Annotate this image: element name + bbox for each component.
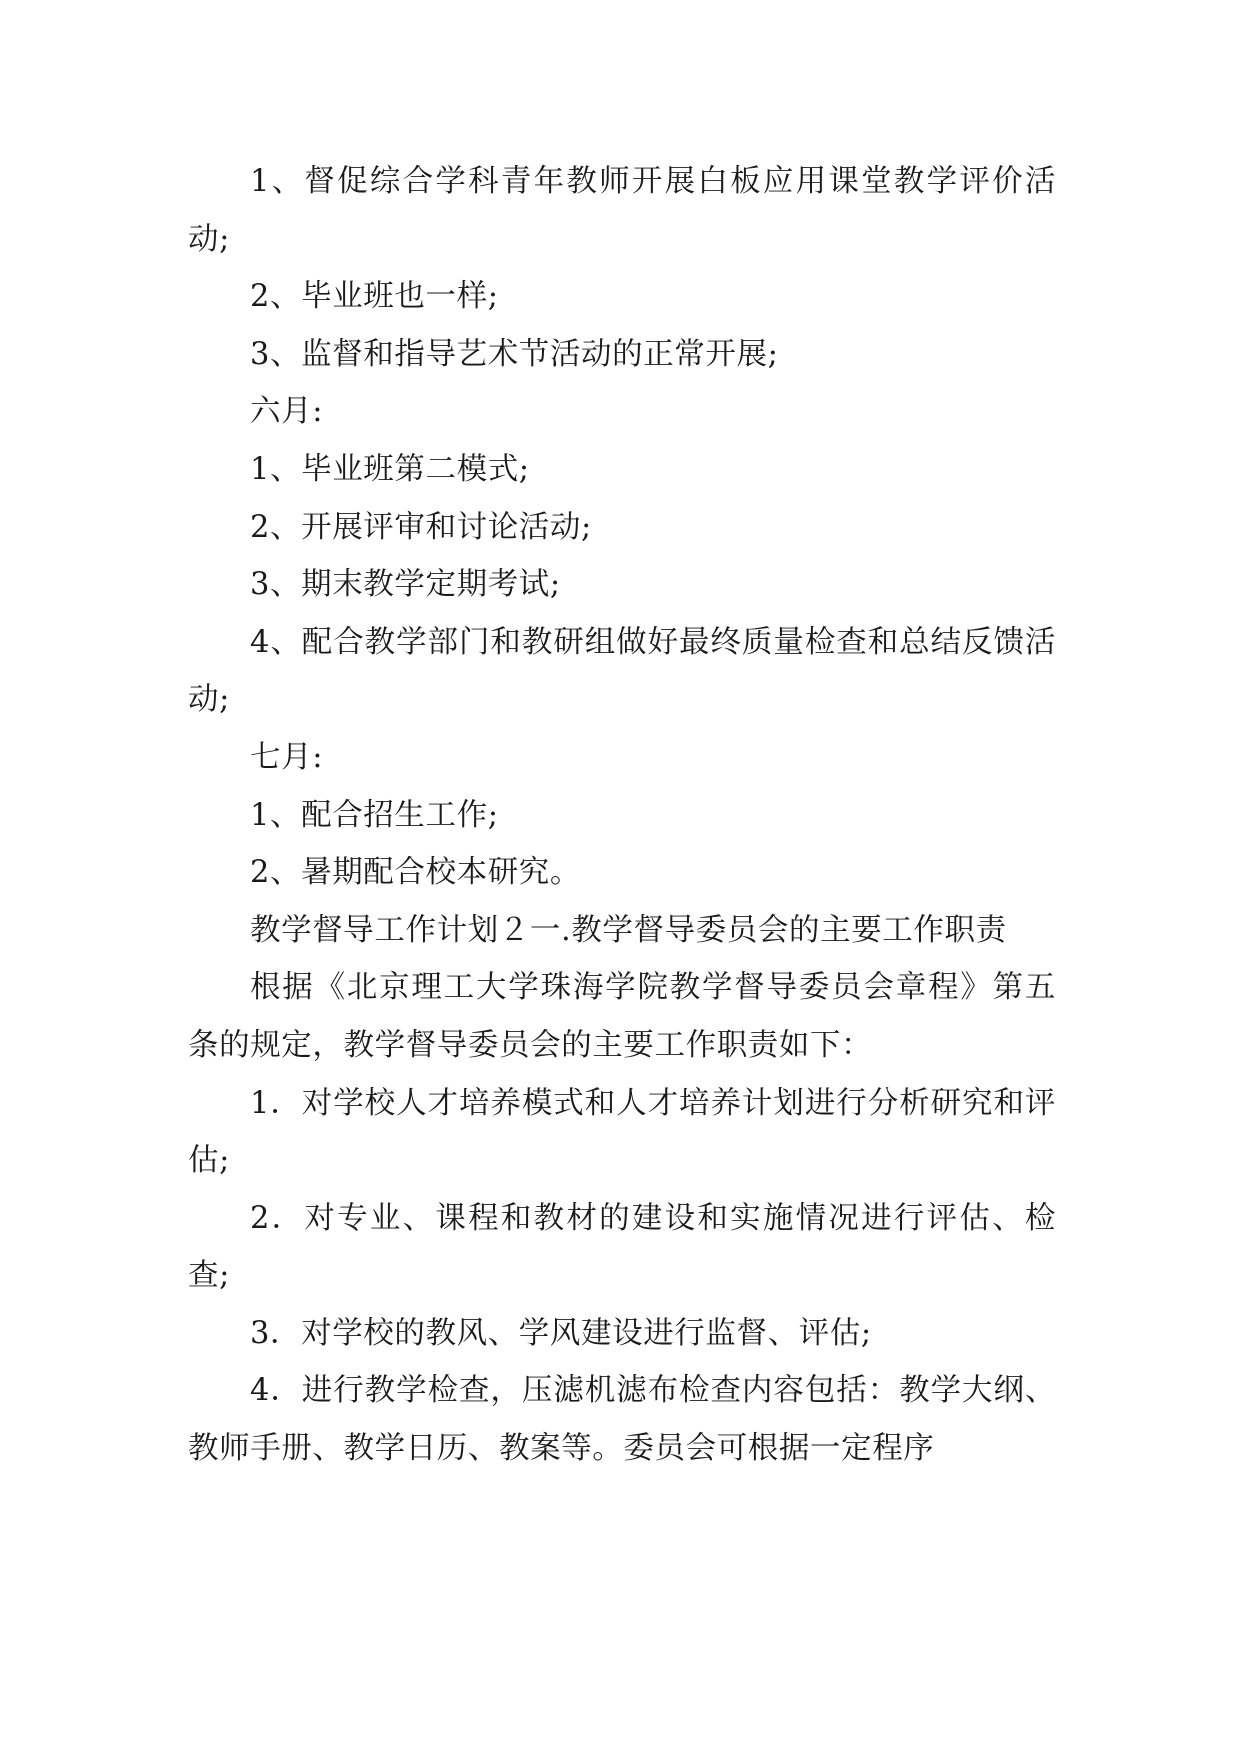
paragraph-duty-3: 3．对学校的教风、学风建设进行监督、评估; <box>250 1315 872 1351</box>
paragraph-june-item-2: 2、开展评审和讨论活动; <box>250 509 592 545</box>
paragraph-may-item-1: 1、督促综合学科青年教师开展白板应用课堂教学评价活动; <box>188 164 1056 257</box>
paragraph-july-item-2: 2、暑期配合校本研究。 <box>250 855 582 891</box>
heading-june: 六月: <box>250 394 324 430</box>
paragraph-june-item-3: 3、期末教学定期考试; <box>250 567 561 603</box>
paragraph-charter-intro: 根据《北京理工大学珠海学院教学督导委员会章程》第五条的规定，教学督导委员会的主要工作职责如下： <box>188 970 1056 1063</box>
paragraph-may-item-3: 3、监督和指导艺术节活动的正常开展; <box>250 336 779 372</box>
paragraph-duty-4: 4．进行教学检查，压滤机滤布检查内容包括：教学大纲、教师手册、教学日历、教案等。委员会可根据一定程序 <box>188 1373 1056 1467</box>
paragraph-plan-2-heading: 教学督导工作计划２一.教学督导委员会的主要工作职责 <box>250 912 1007 948</box>
document-body <box>188 153 1056 1478</box>
heading-july: 七月: <box>250 739 324 775</box>
paragraph-june-item-4: 4、配合教学部门和教研组做好最终质量检查和总结反馈活动; <box>188 624 1056 718</box>
paragraph-duty-1: 1．对学校人才培养模式和人才培养计划进行分析研究和评估; <box>188 1085 1056 1179</box>
paragraph-duty-2: 2．对专业、课程和教材的建设和实施情况进行评估、检查; <box>188 1200 1056 1294</box>
paragraph-may-item-2: 2、毕业班也一样; <box>250 279 499 315</box>
paragraph-june-item-1: 1、毕业班第二模式; <box>250 451 530 487</box>
paragraph-july-item-1: 1、配合招生工作; <box>250 797 499 833</box>
